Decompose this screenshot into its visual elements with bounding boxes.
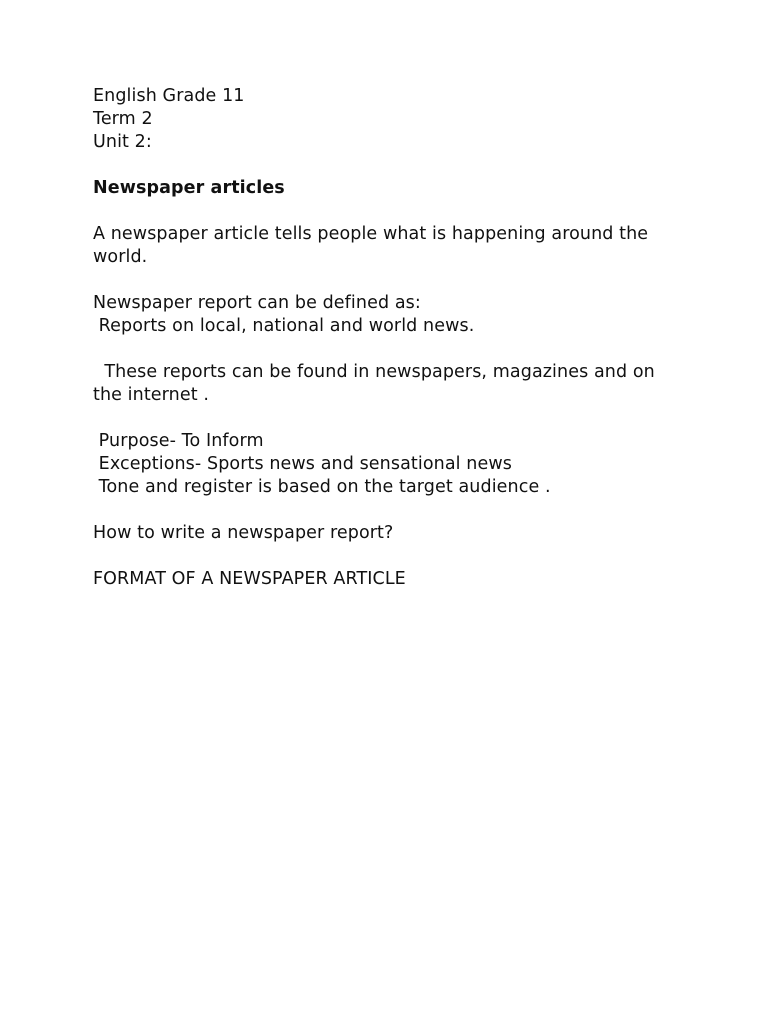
format-heading: FORMAT OF A NEWSPAPER ARTICLE — [93, 569, 406, 589]
unit-line: Unit 2: — [93, 132, 152, 152]
how-to-question: How to write a newspaper report? — [93, 523, 394, 543]
spacer — [93, 545, 693, 568]
spacer — [93, 499, 693, 522]
found-in-paragraph: These reports can be found in newspapers, magazines and on the internet . — [93, 362, 661, 405]
spacer — [93, 338, 693, 361]
spacer — [93, 407, 693, 430]
document-body — [93, 85, 693, 591]
intro-paragraph: A newspaper article tells people what is happening around the world. — [93, 224, 649, 267]
subject-line: English Grade 11 — [93, 86, 245, 106]
definition-text: Reports on local, national and world news. — [93, 316, 475, 336]
purpose-line: Purpose- To Inform — [93, 431, 264, 451]
spacer — [93, 200, 693, 223]
spacer — [93, 269, 693, 292]
exceptions-line: Exceptions- Sports news and sensational news — [93, 454, 512, 474]
tone-line: Tone and register is based on the target audience . — [93, 477, 551, 497]
definition-label: Newspaper report can be defined as: — [93, 293, 421, 313]
section-title: Newspaper articles — [93, 178, 285, 198]
spacer — [93, 154, 693, 177]
term-line: Term 2 — [93, 109, 153, 129]
